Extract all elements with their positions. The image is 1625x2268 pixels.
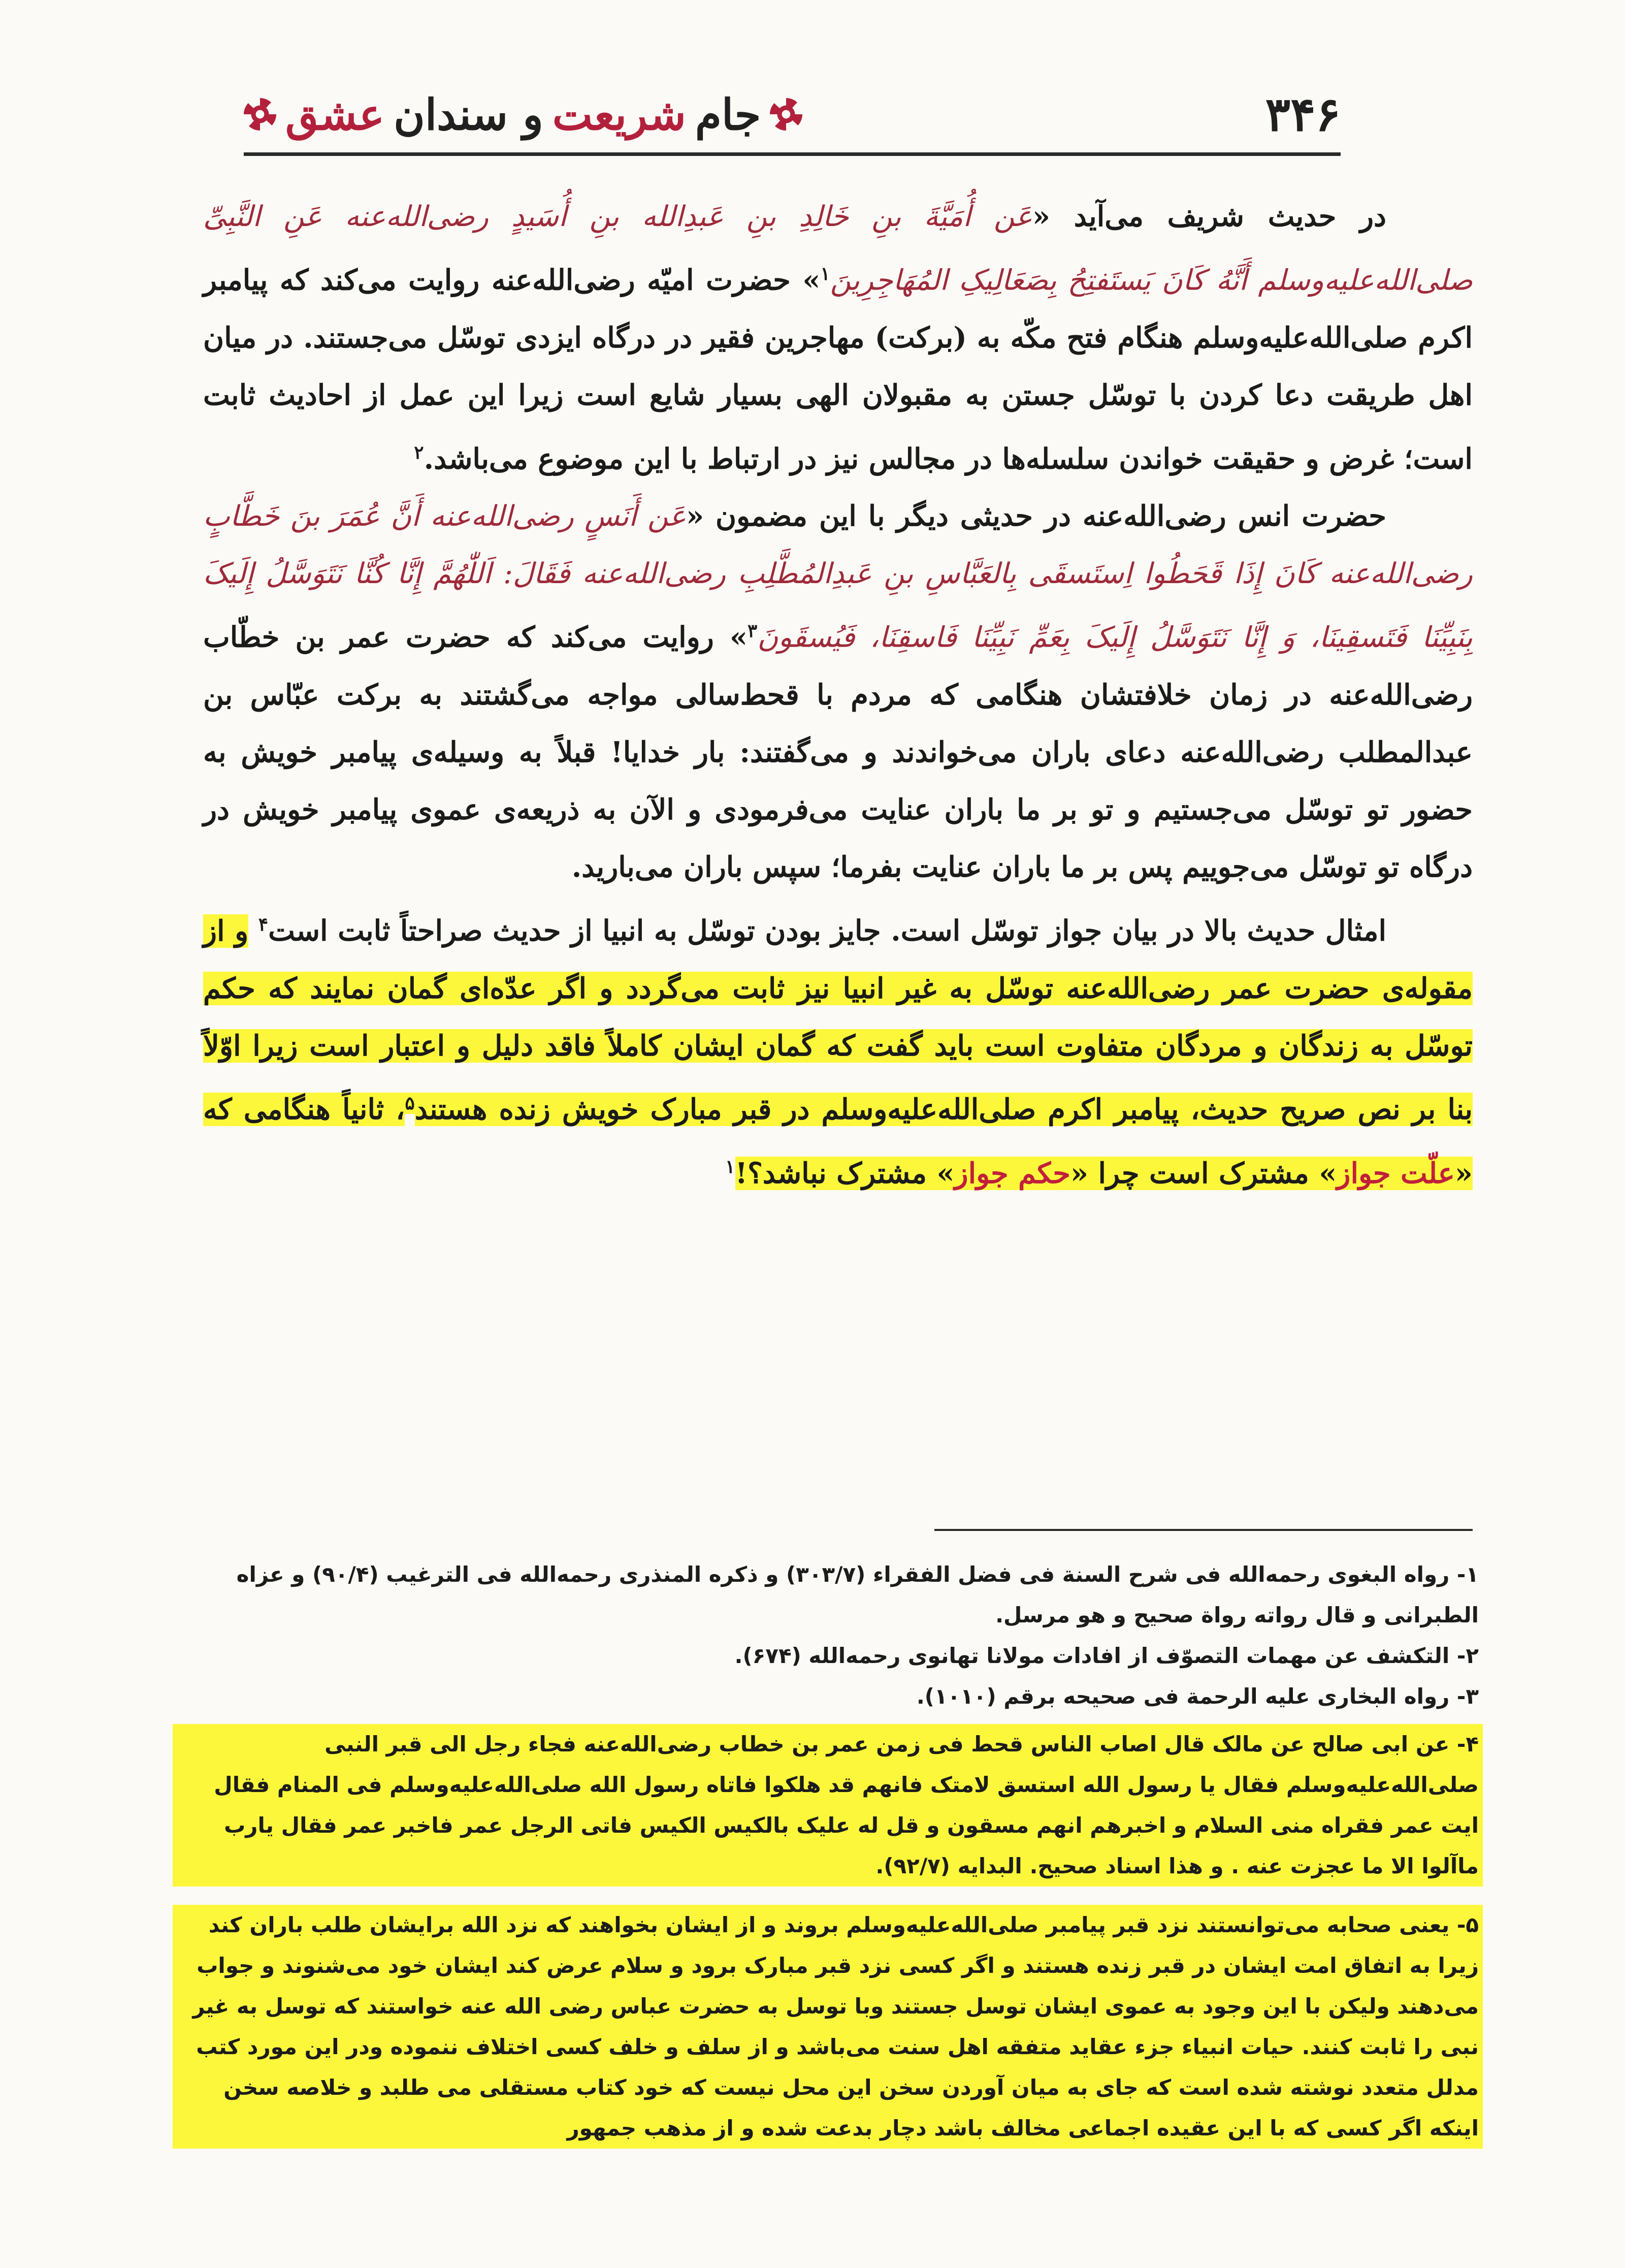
paragraph-2 xyxy=(203,488,1473,896)
running-title xyxy=(244,89,802,140)
footnote-5: ۵- یعنی صحابه می‌توانستند نزد قبر پیامبر صلی‌الله‌علیه‌وسلم بروند و از ایشان بخواهند که نزد الله برایشان طلب باران کند زیرا به اتفاق امت ایشان در قبر زنده هستند و اگر کسی نزد قبر مبارک برود و سلام عرض کند ایشان خود می‌شنوند و جواب می‌دهند ولیکن با این وجود به عموی ایشان توسل جستند وبا توسل به حضرت عباس رضی الله عنه خواستند که توسل به غیر نبی را ثابت کنند. حیات انبیاء جزء عقاید متفقه اهل سنت می‌باشد و از سلف و خلف کسی اختلاف ننموده ودر این مورد کتب مدلل متعدد نوشته شده است که جای به میان آوردن سخن این محل نیست که خود کتاب مستقلی می طلبد و خلاصه سخن اینکه اگر کسی که با این عقیده اجماعی مخالف باشد دچار بدعت شده و از مذهب جمهور xyxy=(173,1905,1483,2149)
highlighted-text: » مشترک است چرا « xyxy=(1070,1156,1337,1190)
text-run: حضرت انس رضی‌الله‌عنه در حدیثی دیگر با این مضمون « xyxy=(686,499,1386,533)
page-header xyxy=(244,76,1341,156)
footnote-ref-3: ۳ xyxy=(747,620,758,642)
highlighted-text: » مشترک نباشد؟! xyxy=(735,1156,955,1190)
main-text xyxy=(203,188,1473,1202)
arabic-hadith: عَن أَنَسٍ رضی‌الله‌عنه أَنَّ عُمَرَ بنَ خَطَّابٍ رضی‌الله‌عنه کَانَ إِذَا قَحَطُوا اِستَسقَی بِالعَبَّاسِ بنِ عَبدِالمُطَّلِبِ رضی‌الله‌عنه فَقَالَ: اَللّٰهُمَّ إِنَّا کُنَّا نَتَوَسَّلُ إِلَیکَ بِنَبِیِّنَا فَتَسقِینَا، وَ إِنَّا نَتَوَسَّلُ إِلَیکَ بِعَمِّ نَبِیِّنَا فَاسقِنَا، فَیُسقَونَ xyxy=(203,500,1473,654)
footnote-ref-4: ۴ xyxy=(258,913,269,935)
text-run: » روایت می‌کند که حضرت عمر بن خطّاب رضی‌الله‌عنه در زمان خلافتشان هنگامی که مردم با قحط‌سالی مواجه می‌گشتند به برکت عبّاس بن عبدالمطلب رضی‌الله‌عنه دعای باران می‌خواندند و می‌گفتند: بار خدایا! قبلاً به وسیله‌ی پیامبر خویش به حضور تو توسّل می‌جستیم و تو بر ما باران عنایت می‌فرمودی و الآن به ذریعه‌ی عموی پیامبر خویش در درگاه تو توسّل می‌جوییم پس بر ما باران عنایت بفرما؛ سپس باران می‌بارید. xyxy=(203,620,1473,884)
title-word-4: عشق xyxy=(285,89,385,140)
footnote-ref-1b: ۱ xyxy=(725,1156,735,1178)
footnote-ref-5: ۵ xyxy=(405,1092,415,1114)
paragraph-1 xyxy=(203,188,1473,488)
page-number: ۳۴۶ xyxy=(1265,87,1341,142)
footnote-divider xyxy=(934,1529,1473,1531)
highlighted-red-term: حکم جواز xyxy=(954,1156,1070,1190)
footnote-3: ۳- رواه البخاری علیه الرحمة فی صحیحه برقم (۱۰۱۰). xyxy=(916,1684,1479,1709)
highlighted-red-term: علّت جواز xyxy=(1337,1156,1455,1190)
highlighted-text: ، ثانیاً هنگامی که « xyxy=(203,1093,1473,1190)
footnote-2: ۲- التکشف عن مهمات التصوّف از افادات مولانا تهانوی رحمه‌الله (۶۷۴). xyxy=(734,1643,1479,1668)
title-word-3: و سندان xyxy=(394,89,543,140)
paragraph-3 xyxy=(203,896,1473,1202)
text-run: امثال حدیث بالا در بیان جواز توسّل است. جایز بودن توسّل به انبیا از حدیث صراحتاً ثابت است xyxy=(268,914,1387,948)
flower-ornament-icon xyxy=(244,98,276,131)
footnotes xyxy=(173,1554,1483,2149)
text-run: در حدیث شریف می‌آید « xyxy=(1032,200,1386,233)
footnote-ref-1: ۱ xyxy=(820,263,830,284)
title-word-2: شریعت xyxy=(552,89,686,140)
footnote-4: ۴- عن ابی صالح عن مالک قال اصاب الناس قحط فی زمن عمر بن خطاب رضی‌الله‌عنه فجاء رجل الی قبر النبی صلی‌الله‌علیه‌وسلم فقال یا رسول الله استسق لامتک فانهم قد هلکوا فاتاه رسول الله صلی‌الله‌علیه‌وسلم فی المنام فقال ایت عمر فقراه منی السلام و اخبرهم انهم مسقون و قل له علیک بالکیس الکیس فاتی الرجل عمر فاخبر عمر فقال یارب ماآلوا الا ما عجزت عنه . و هذا اسناد صحیح. البدایه (۹۲/۷). xyxy=(173,1724,1483,1887)
footnote-ref-2: ۲ xyxy=(414,441,424,463)
highlighted-text: و از مقوله‌ی حضرت عمر رضی‌الله‌عنه توسّل به غیر انبیا نیز ثابت می‌گردد و اگر عدّه‌ای گمان نمایند که حکم توسّل به زندگان و مردگان متفاوت است باید گفت که گمان ایشان کاملاً فاقد دلیل و اعتبار است زیرا اوّلاً بنا بر نص صریح حدیث، پیامبر اکرم صلی‌الله‌علیه‌وسلم در قبر مبارک خویش زنده هستند xyxy=(203,914,1473,1127)
text-run: » حضرت امیّه رضی‌الله‌عنه روایت می‌کند که پیامبر اکرم صلی‌الله‌علیه‌وسلم هنگام فتح مکّه به (برکت) مهاجرین فقیر در درگاه ایزدی توسّل می‌جستند. در میان اهل طریقت دعا کردن با توسّل جستن به مقبولان الهی بسیار شایع است زیرا این عمل از احادیث ثابت است؛ غرض و حقیقت خواندن سلسله‌ها در مجالس نیز در ارتباط با این موضوع می‌باشد. xyxy=(203,263,1473,476)
title-word-1: جام xyxy=(695,89,761,140)
arabic-hadith: عَن أُمَیَّةَ بنِ خَالِدِ بنِ عَبدِالله بنِ أُسَیدٍ رضی‌الله‌عنه عَنِ النَّبِیِّ صلی‌الله‌علیه‌وسلم أَنَّهُ کَانَ یَستَفتِحُ بِصَعَالِیکِ المُهَاجِرِینَ xyxy=(203,200,1473,297)
flower-ornament-icon xyxy=(770,98,802,131)
footnote-1: ۱- رواه البغوی رحمه‌الله فی شرح السنة فی فضل الفقراء (۳۰۳/۷) و ذکره المنذری رحمه‌الله فی الترغیب (۹۰/۴) و عزاه الطبرانی و قال رواته رواة صحیح و هو مرسل. xyxy=(236,1562,1479,1627)
